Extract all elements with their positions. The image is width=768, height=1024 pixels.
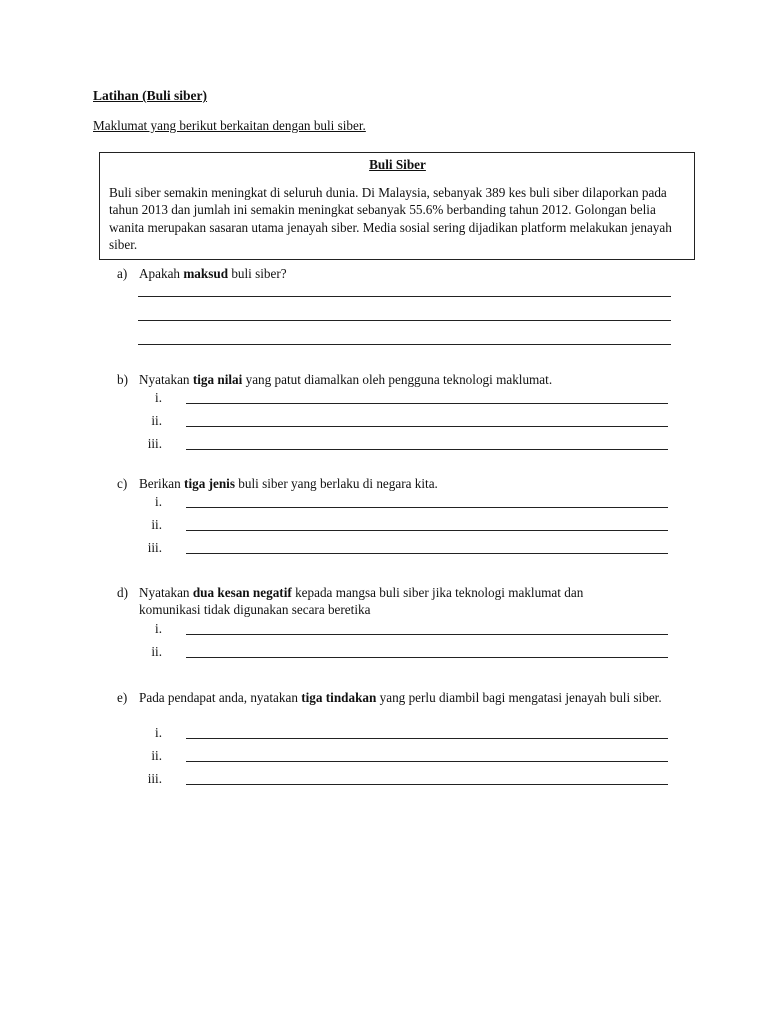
question-letter: e) [117, 690, 128, 705]
page-title: Latihan (Buli siber) [93, 88, 208, 103]
numeral: iii. [147, 540, 162, 555]
numeral: ii. [151, 748, 162, 763]
question-text: Apakah maksud buli siber? [139, 266, 287, 281]
answer-line-e-2[interactable] [186, 761, 668, 762]
answer-line-a-3[interactable] [138, 344, 671, 345]
answer-line-d-1[interactable] [186, 634, 668, 635]
answer-line-c-1[interactable] [186, 507, 668, 508]
numeral: iii. [147, 436, 162, 451]
question-text: Berikan tiga jenis buli siber yang berlaku di negara kita. [139, 476, 438, 491]
info-box-heading: Buli Siber [369, 157, 426, 172]
numeral: i. [155, 621, 162, 636]
numeral: i. [155, 390, 162, 405]
answer-line-c-2[interactable] [186, 530, 668, 531]
answer-line-e-1[interactable] [186, 738, 668, 739]
info-box [99, 152, 695, 260]
question-letter: c) [117, 476, 128, 491]
answer-line-d-2[interactable] [186, 657, 668, 658]
answer-line-a-1[interactable] [138, 296, 671, 297]
answer-line-a-2[interactable] [138, 320, 671, 321]
question-text: Nyatakan dua kesan negatif kepada mangsa buli siber jika teknologi maklumat dan komunikasi tidak digunakan secara beretika [139, 585, 584, 617]
answer-line-b-2[interactable] [186, 426, 668, 427]
numeral: ii. [151, 413, 162, 428]
numeral: ii. [151, 517, 162, 532]
info-box-body: Buli siber semakin meningkat di seluruh dunia. Di Malaysia, sebanyak 389 kes buli siber dilaporkan pada tahun 2013 dan jumlah ini semakin meningkat sebanyak 55.6% berbanding tahun 2012. Golongan belia wanita merupakan sasaran utama jenayah siber. Media sosial sering dijadikan platform melakukan jenayah siber. [109, 185, 672, 252]
answer-line-e-3[interactable] [186, 784, 668, 785]
numeral: ii. [151, 644, 162, 659]
question-letter: b) [117, 372, 128, 387]
question-letter: d) [117, 585, 128, 600]
answer-line-c-3[interactable] [186, 553, 668, 554]
numeral: i. [155, 494, 162, 509]
question-letter: a) [117, 266, 128, 281]
question-text: Nyatakan tiga nilai yang patut diamalkan oleh pengguna teknologi maklumat. [139, 372, 553, 387]
answer-line-b-1[interactable] [186, 403, 668, 404]
intro-text: Maklumat yang berikut berkaitan dengan buli siber. [93, 118, 366, 133]
numeral: i. [155, 725, 162, 740]
numeral: iii. [147, 771, 162, 786]
question-text: Pada pendapat anda, nyatakan tiga tindakan yang perlu diambil bagi mengatasi jenayah buli siber. [139, 690, 662, 705]
answer-line-b-3[interactable] [186, 449, 668, 450]
